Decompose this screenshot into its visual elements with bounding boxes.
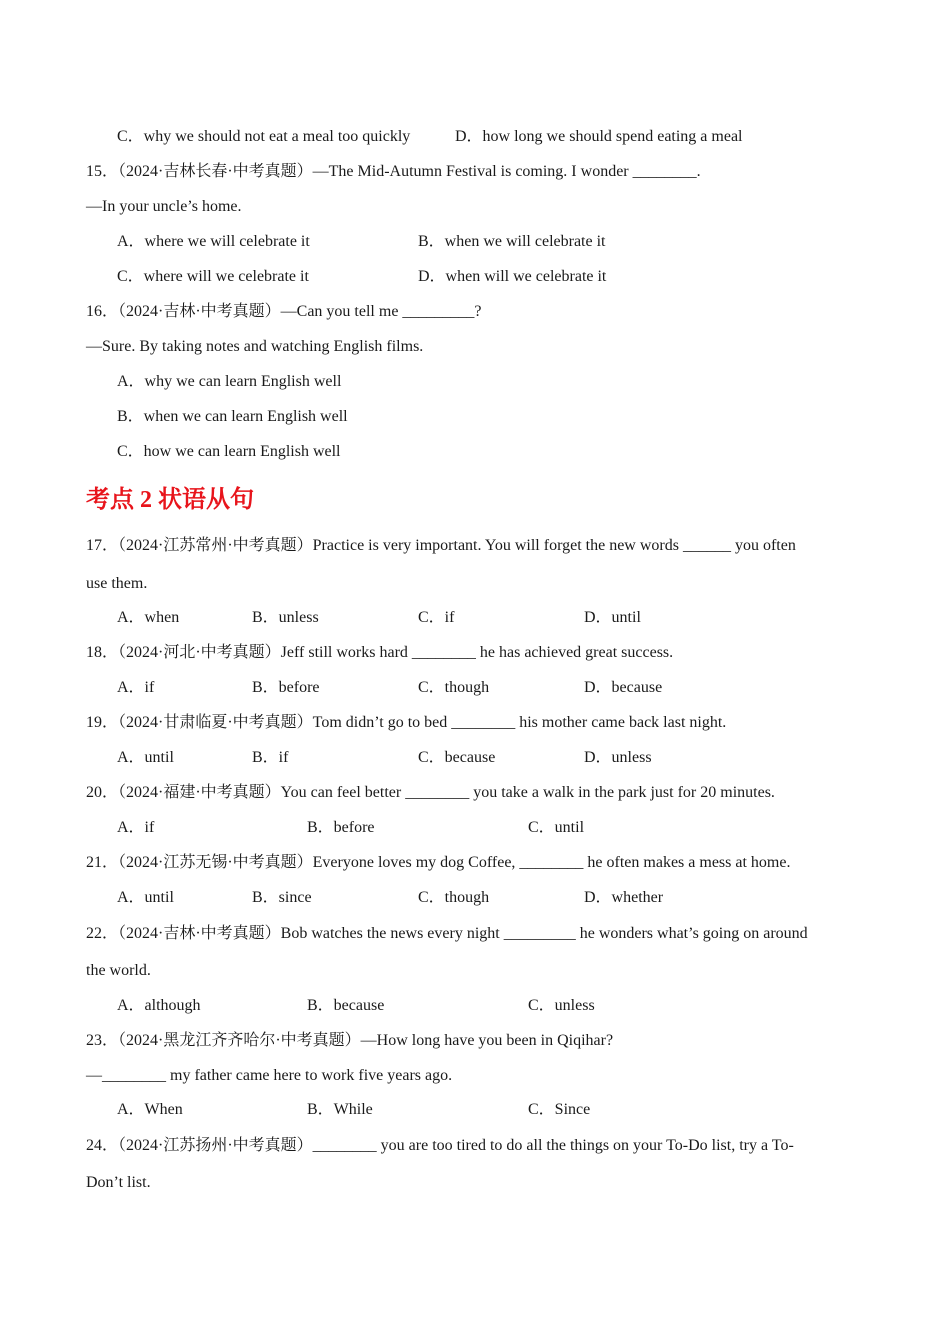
q19-option-c: C．because [418, 749, 496, 766]
q20-stem: 20．（2024·福建·中考真题）You can feel better ________ you take a walk in the park just for 20 minutes. [86, 784, 775, 801]
q22-option-a: A．although [117, 997, 201, 1014]
q21-option-d: D．whether [584, 889, 664, 906]
q19-option-d: D．unless [584, 749, 652, 766]
q19-option-a: A．until [117, 749, 174, 766]
q14-option-d: D．how long we should spend eating a meal [455, 128, 743, 145]
q17-option-a: A．when [117, 609, 180, 626]
q17-stem-line1: 17．（2024·江苏常州·中考真题）Practice is very important. You will forget the new words ______ you often [86, 537, 796, 554]
q16-stem: 16．（2024·吉林·中考真题）—Can you tell me _________? [86, 303, 482, 320]
q20-option-a: A．if [117, 819, 155, 836]
q20-option-b: B．before [307, 819, 375, 836]
q19-option-b: B．if [252, 749, 289, 766]
q22-stem-line2: the world. [86, 962, 151, 979]
q23-stem: 23．（2024·黑龙江齐齐哈尔·中考真题）—How long have you been in Qiqihar? [86, 1032, 614, 1049]
q19-stem: 19．（2024·甘肃临夏·中考真题）Tom didn’t go to bed ________ his mother came back last night. [86, 714, 727, 731]
q16-option-b: B．when we can learn English well [117, 408, 348, 425]
q15-option-a: A．where we will celebrate it [117, 233, 310, 250]
q23-option-a: A．When [117, 1101, 183, 1118]
section-heading: 考点 2 状语从句 [86, 487, 254, 513]
q20-option-c: C．until [528, 819, 585, 836]
q16-option-c: C．how we can learn English well [117, 443, 341, 460]
q18-option-a: A．if [117, 679, 155, 696]
q21-option-c: C．though [418, 889, 490, 906]
q22-stem-line1: 22．（2024·吉林·中考真题）Bob watches the news every night _________ he wonders what’s going on around [86, 925, 808, 942]
q23-option-c: C．Since [528, 1101, 591, 1118]
q16-reply: —Sure. By taking notes and watching English films. [86, 338, 424, 355]
q18-option-d: D．because [584, 679, 663, 696]
q14-option-c: C．why we should not eat a meal too quickly [117, 128, 411, 145]
q18-option-b: B．before [252, 679, 320, 696]
q15-reply: —In your uncle’s home. [86, 198, 242, 215]
q18-stem: 18．（2024·河北·中考真题）Jeff still works hard ________ he has achieved great success. [86, 644, 674, 661]
q15-stem: 15．（2024·吉林长春·中考真题）—The Mid-Autumn Festival is coming. I wonder ________. [86, 163, 701, 180]
q17-option-d: D．until [584, 609, 641, 626]
q15-option-c: C．where will we celebrate it [117, 268, 309, 285]
q15-option-d: D．when will we celebrate it [418, 268, 607, 285]
q23-option-b: B．While [307, 1101, 373, 1118]
q21-stem: 21．（2024·江苏无锡·中考真题）Everyone loves my dog Coffee, ________ he often makes a mess at home. [86, 854, 791, 871]
q24-stem-line1: 24．（2024·江苏扬州·中考真题）________ you are too tired to do all the things on your To-Do list, try a To- [86, 1137, 794, 1154]
q18-option-c: C．though [418, 679, 490, 696]
q21-option-b: B．since [252, 889, 312, 906]
q24-stem-line2: Don’t list. [86, 1174, 151, 1191]
q22-option-b: B．because [307, 997, 385, 1014]
q16-option-a: A．why we can learn English well [117, 373, 342, 390]
q21-option-a: A．until [117, 889, 174, 906]
q17-option-b: B．unless [252, 609, 319, 626]
q15-option-b: B．when we will celebrate it [418, 233, 606, 250]
q22-option-c: C．unless [528, 997, 595, 1014]
q17-option-c: C．if [418, 609, 455, 626]
q23-reply: —________ my father came here to work five years ago. [86, 1067, 453, 1084]
q17-stem-line2: use them. [86, 575, 148, 592]
